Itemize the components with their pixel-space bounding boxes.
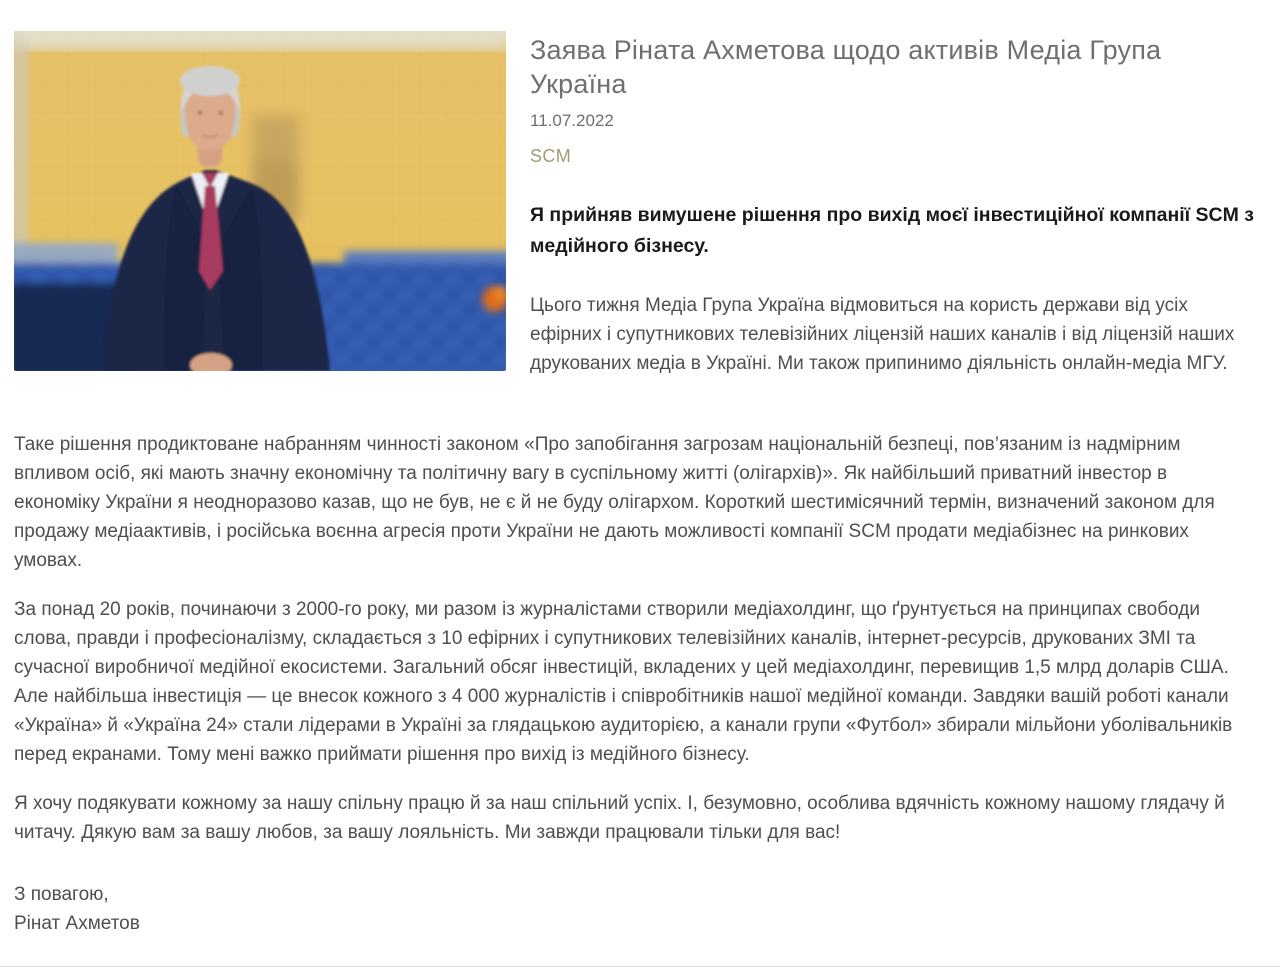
article-paragraph: Я хочу подякувати кожному за нашу спільну працю й за наш спільний успіх. І, безумовно, особлива вдячність кожному нашому глядачу й читачу. Дякую вам за вашу любов, за вашу лояльність. Ми завжди працювали тільки для вас! [14, 793, 1225, 843]
article-paragraph: Таке рішення продиктоване набранням чинності законом «Про запобігання загрозам національній безпеці, пов’язаним із надмірним впливом осіб, які мають значну економічну та політичну вагу в суспільному житті (олігархів)». Як найбільший приватний інвестор в економіку України я неодноразово казав, що не був, не є й не буду олігархом. Короткий шестимісячний термін, визначений законом для продажу медіаактивів, і російська воєнна агресія проти України не дають можливості компанії SCM продати медіабізнес на ринкових умовах. [14, 434, 1215, 571]
article-lead-statement: Я прийняв вимушене рішення про вихід моєї інвестиційної компанії SCM з медійного бізнесу. [530, 204, 1254, 257]
signature-salutation: З повагою, [14, 884, 109, 905]
article-header [14, 31, 1258, 378]
article-body [14, 430, 1258, 938]
article-signature [14, 880, 1258, 938]
article-source-label: SCM [530, 146, 572, 166]
article-paragraph: За понад 20 років, починаючи з 2000-го року, ми разом із журналістами створили медіахолдинг, що ґрунтується на принципах свободи слова, правди і професіоналізму, складається з 10 ефірних і супутникових телевізійних каналів, інтернет-ресурсів, друкованих ЗМІ та сучасної виробничої медійної екосистеми. Загальний обсяг інвестицій, вкладених у цей медіахолдинг, перевищив 1,5 млрд доларів США. Але найбільша інвестиція — це внесок кожного з 4 000 журналістів і співробітників нашої медійної команди. Завдяки вашій роботі канали «Україна» й «Україна 24» стали лідерами в Україні за глядацькою аудиторією, а канали групи «Футбол» збирали мільйони уболівальників перед екранами. Тому мені важко приймати рішення про вихід із медійного бізнесу. [14, 599, 1233, 765]
bottom-divider-line [0, 966, 1280, 967]
article-head-column [530, 31, 1258, 378]
rinat-akhmetov-portrait-photo [14, 31, 506, 371]
portrait-photo-illustration [14, 31, 506, 371]
signature-name: Рінат Ахметов [14, 913, 140, 934]
article-date: 11.07.2022 [530, 111, 614, 130]
page-title: Заява Ріната Ахметова щодо активів Медіа Група Україна [530, 35, 1162, 99]
article-intro-paragraph: Цього тижня Медіа Група Україна відмовиться на користь держави від усіх ефірних і супутникових телевізійних ліцензій наших каналів і від ліцензій наших друкованих медіа в Україні. Ми також припинимо діяльність онлайн-медіа МГУ. [530, 295, 1235, 374]
